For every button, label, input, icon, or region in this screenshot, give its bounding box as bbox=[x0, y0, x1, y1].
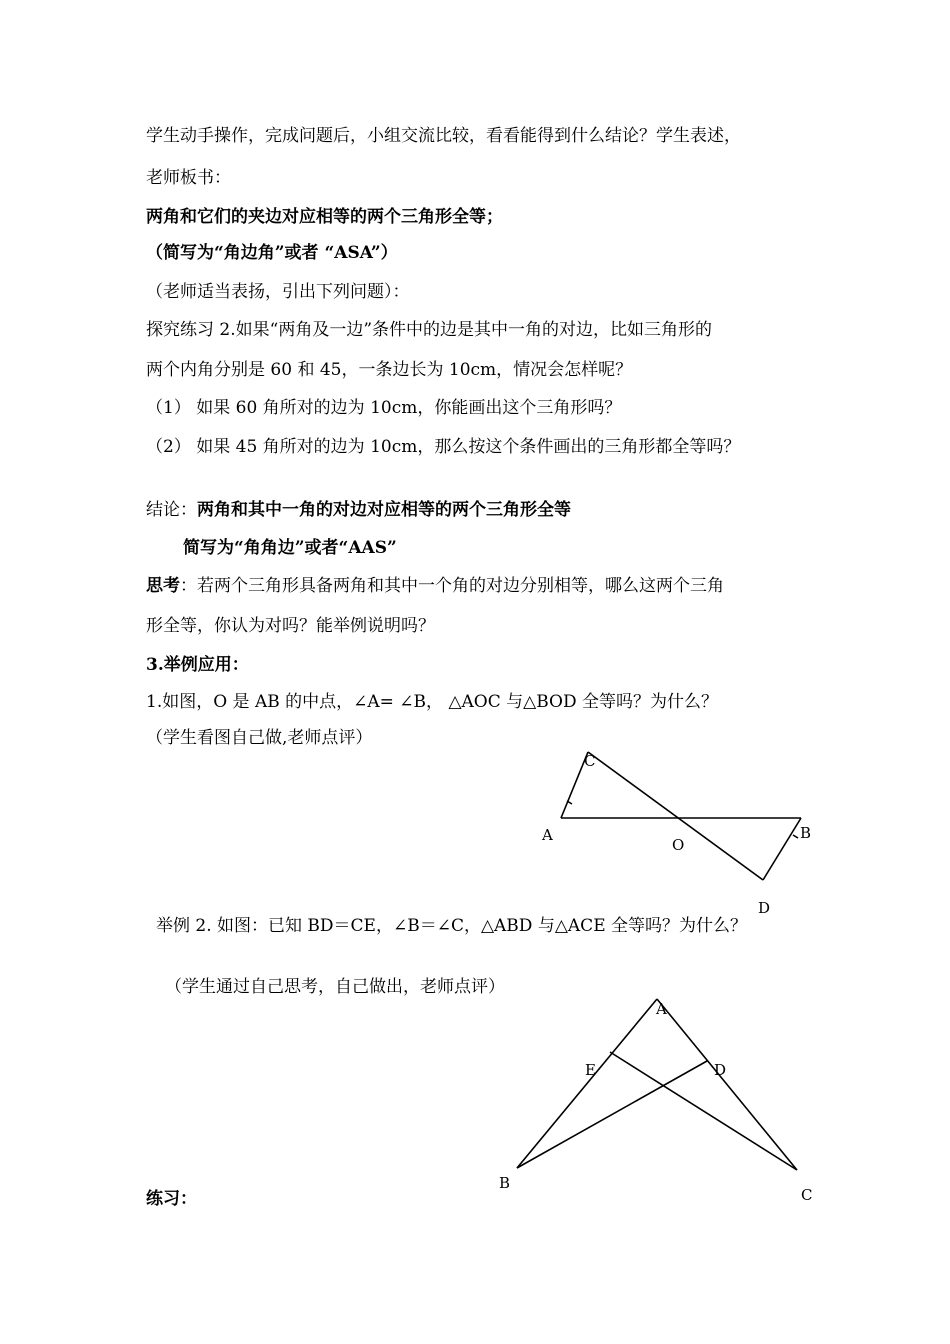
theorem-asa: 两角和它们的夹边对应相等的两个三角形全等； bbox=[146, 207, 503, 227]
point-label-A: A bbox=[542, 826, 553, 844]
example-2-note: （学生通过自己思考，自己做出，老师点评） bbox=[165, 977, 505, 997]
point-label-E: E bbox=[585, 1061, 596, 1079]
think-label: 思考 bbox=[146, 576, 180, 596]
segment-AC bbox=[657, 999, 797, 1170]
paragraph-line: 老师板书： bbox=[146, 168, 231, 188]
exercise-intro-cont: 两个内角分别是 60 和 45，一条边长为 10cm，情况会怎样呢？ bbox=[146, 360, 633, 380]
example-2: 举例 2. 如图：已知 BD＝CE，∠B＝∠C，△ABD 与△ACE 全等吗？为什么？ bbox=[156, 916, 748, 936]
section-heading: 3.举例应用： bbox=[146, 655, 249, 675]
segment-AB bbox=[517, 999, 657, 1168]
point-label-B: B bbox=[499, 1174, 511, 1192]
theorem-asa-abbrev: （简写为“角边角”或者 “ASA”） bbox=[146, 243, 398, 263]
example-1-note: （学生看图自己做,老师点评） bbox=[146, 728, 373, 748]
point-label-A: A bbox=[656, 1000, 667, 1018]
conclusion-prefix: 结论： bbox=[146, 500, 197, 520]
exercise-intro: 探究练习 2.如果“两角及一边”条件中的边是其中一角的对边，比如三角形的 bbox=[146, 320, 713, 340]
point-label-C: C bbox=[584, 752, 596, 770]
think-question-cont: 形全等，你认为对吗？能举例说明吗？ bbox=[146, 616, 435, 636]
example-1: 1.如图，O 是 AB 的中点，∠A= ∠B， △AOC 与△BOD 全等吗？为什么？ bbox=[146, 692, 718, 712]
paragraph-line: 学生动手操作，完成问题后，小组交流比较，看看能得到什么结论？学生表述， bbox=[146, 126, 741, 146]
segment-CE bbox=[610, 1052, 797, 1170]
point-label-D: D bbox=[758, 899, 771, 917]
point-label-C: C bbox=[801, 1186, 813, 1204]
conclusion-text: 两角和其中一角的对边对应相等的两个三角形全等 bbox=[197, 500, 571, 520]
segment-BD bbox=[517, 1061, 707, 1168]
point-label-O: O bbox=[672, 836, 685, 854]
think-text: ：若两个三角形具备两角和其中一个角的对边分别相等，哪么这两个三角 bbox=[180, 576, 724, 596]
question-1: （1） 如果 60 角所对的边为 10cm，你能画出这个三角形吗？ bbox=[146, 398, 622, 418]
practice-heading: 练习： bbox=[146, 1189, 197, 1209]
question-2: （2） 如果 45 角所对的边为 10cm，那么按这个条件画出的三角形都全等吗？ bbox=[146, 437, 741, 457]
point-label-D: D bbox=[714, 1061, 727, 1079]
paragraph-line: （老师适当表扬，引出下列问题）： bbox=[146, 282, 410, 302]
point-label-B: B bbox=[800, 824, 812, 842]
theorem-aas-abbrev: 简写为“角角边”或者“AAS” bbox=[183, 538, 397, 558]
